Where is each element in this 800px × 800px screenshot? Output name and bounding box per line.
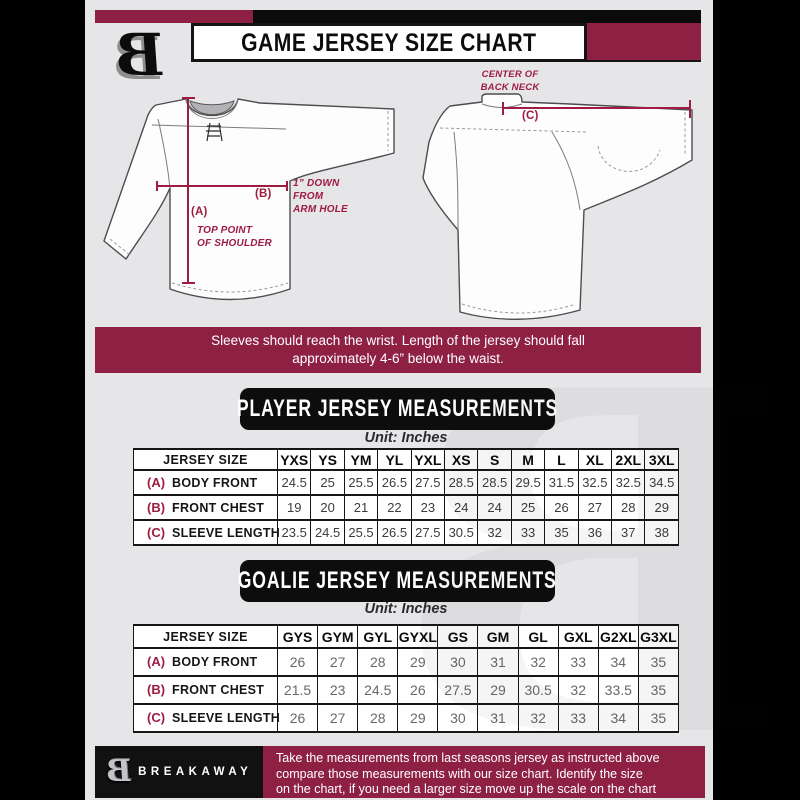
measurement-key: (C) — [147, 524, 166, 540]
label-key-C: (C) — [522, 110, 539, 122]
measurement-name: SLEEVE LENGTH — [172, 711, 281, 725]
measurement-name: FRONT CHEST — [172, 683, 265, 697]
size-column-header: GYM — [318, 625, 358, 648]
footer-instructions — [263, 746, 705, 798]
measurement-value: 32 — [518, 704, 558, 732]
measurement-value: 29 — [645, 495, 679, 520]
size-column-header: 3XL — [645, 449, 679, 470]
size-column-header: M — [511, 449, 544, 470]
measurement-value: 35 — [638, 648, 678, 676]
footer-logo-icon: B — [104, 754, 133, 789]
measurement-value: 32.5 — [578, 470, 611, 495]
label-key-A: (A) — [191, 206, 208, 218]
measurement-value: 34 — [598, 648, 638, 676]
measurement-value: 29 — [398, 648, 438, 676]
measurement-value: 24.5 — [278, 470, 311, 495]
size-column-header: L — [545, 449, 578, 470]
footer-brand-name: BREAKAWAY — [138, 766, 253, 778]
measurement-row — [134, 648, 679, 676]
measurement-value: 29.5 — [511, 470, 544, 495]
footer-brand-box — [95, 746, 263, 798]
measurement-name: SLEEVE LENGTH — [172, 525, 281, 540]
measurement-value: 36 — [578, 520, 611, 545]
size-column-header: G3XL — [638, 625, 678, 648]
measurement-name: BODY FRONT — [172, 475, 258, 490]
label-caption-A — [197, 224, 272, 250]
measurement-value: 32.5 — [612, 470, 645, 495]
measurement-value: 31.5 — [545, 470, 578, 495]
size-column-header: YXL — [411, 449, 444, 470]
measurement-label — [134, 520, 281, 545]
size-column-header: GXL — [558, 625, 598, 648]
goalie-measurements-table — [133, 624, 679, 733]
size-column-header: GS — [438, 625, 478, 648]
measurement-value: 27.5 — [438, 676, 478, 704]
brand-logo-letter: B — [113, 21, 167, 89]
size-chart-document — [85, 0, 713, 800]
size-column-header: XS — [445, 449, 478, 470]
measurement-value: 26.5 — [378, 470, 411, 495]
title-banner — [191, 23, 587, 62]
player-measurements-table — [133, 448, 679, 546]
footer-line: on the chart, if you need a larger size move up the scale on the chart — [276, 782, 657, 796]
label-caption-back-neck — [470, 68, 550, 94]
jersey-front-diagram — [98, 93, 418, 321]
measurement-key: (C) — [147, 710, 166, 725]
measurement-label — [134, 704, 281, 732]
measurement-value: 25 — [311, 470, 344, 495]
measurement-row — [134, 704, 679, 732]
jersey-size-header: JERSEY SIZE — [134, 625, 278, 648]
measurement-value: 24.5 — [358, 676, 398, 704]
jersey-back-diagram — [420, 88, 710, 320]
measurement-value: 25 — [511, 495, 544, 520]
measurement-label — [134, 495, 278, 520]
measurement-value: 38 — [645, 520, 679, 545]
measurement-value: 35 — [545, 520, 578, 545]
jersey-back-outline — [423, 94, 692, 319]
measurement-value: 21.5 — [278, 676, 318, 704]
instruction-banner — [95, 327, 701, 373]
measurement-value: 27.5 — [411, 520, 444, 545]
size-column-header: S — [478, 449, 511, 470]
measurement-value: 24 — [478, 495, 511, 520]
size-column-header: 2XL — [612, 449, 645, 470]
brand-logo-icon — [101, 22, 179, 88]
measurement-key: (A) — [147, 474, 166, 490]
measurement-value: 37 — [612, 520, 645, 545]
banner-line: approximately 4-6” below the waist. — [292, 351, 504, 366]
measurement-value: 25.5 — [344, 520, 377, 545]
measurement-value: 33.5 — [598, 676, 638, 704]
measurement-row — [134, 520, 679, 545]
title-maroon-block — [587, 23, 701, 62]
measurement-label — [134, 676, 278, 704]
measurement-value: 32 — [478, 520, 511, 545]
footer-line: Take the measurements from last seasons jersey as instructed above — [276, 751, 660, 765]
measurement-value: 26 — [398, 676, 438, 704]
banner-line: Sleeves should reach the wrist. Length of the jersey should fall — [211, 333, 585, 348]
measurement-value: 27 — [318, 648, 358, 676]
measurement-value: 23.5 — [278, 520, 311, 545]
jersey-front-outline — [104, 99, 394, 300]
label-key-B: (B) — [255, 188, 272, 200]
caption-line: ARM HOLE — [293, 204, 348, 215]
measurement-name: FRONT CHEST — [172, 500, 265, 515]
measurement-value: 34 — [598, 704, 638, 732]
measurement-value: 33 — [511, 520, 544, 545]
footer-line: compare those measurements with our size chart. Identify the size — [276, 766, 643, 781]
measurement-value: 28 — [612, 495, 645, 520]
measurement-value: 30.5 — [518, 676, 558, 704]
size-column-header: GYL — [358, 625, 398, 648]
measurement-value: 26 — [278, 648, 318, 676]
measurement-row — [134, 495, 679, 520]
measurement-value: 24.5 — [311, 520, 344, 545]
measurement-row — [134, 676, 679, 704]
measurement-value: 31 — [478, 648, 518, 676]
measurement-value: 30 — [438, 704, 478, 732]
measurement-value: 23 — [318, 676, 358, 704]
goalie-section-header — [240, 560, 555, 602]
caption-line: TOP POINT — [197, 225, 253, 236]
size-column-header: GYXL — [398, 625, 438, 648]
measurement-value: 27 — [318, 704, 358, 732]
caption-line: CENTER OF — [481, 69, 539, 80]
measurement-value: 29 — [398, 704, 438, 732]
measurement-value: 28 — [358, 704, 398, 732]
measurement-value: 22 — [378, 495, 411, 520]
measurement-value: 32 — [558, 676, 598, 704]
measurement-value: 35 — [638, 704, 678, 732]
goalie-unit-label: Unit: Inches — [364, 601, 448, 617]
measurement-value: 26 — [545, 495, 578, 520]
measurement-value: 24 — [445, 495, 478, 520]
measurement-name: BODY FRONT — [172, 655, 258, 669]
goalie-section-title: GOALIE JERSEY MEASUREMENTS — [238, 566, 557, 594]
measurement-value: 35 — [638, 676, 678, 704]
top-bar-black — [253, 10, 701, 23]
measurement-value: 27.5 — [411, 470, 444, 495]
measurement-value: 20 — [311, 495, 344, 520]
measurement-value: 27 — [578, 495, 611, 520]
measurement-label — [134, 648, 278, 676]
measurement-value: 28 — [358, 648, 398, 676]
measurement-row — [134, 470, 679, 495]
size-column-header: YS — [311, 449, 344, 470]
jersey-size-header: JERSEY SIZE — [134, 449, 278, 470]
caption-line: BACK NECK — [480, 82, 540, 93]
size-column-header: GL — [518, 625, 558, 648]
size-column-header: YM — [344, 449, 377, 470]
size-column-header: GYS — [278, 625, 318, 648]
measurement-value: 26.5 — [378, 520, 411, 545]
measurement-value: 33 — [558, 648, 598, 676]
measurement-value: 26 — [278, 704, 318, 732]
measurement-key: (A) — [147, 654, 166, 669]
measurement-value: 33 — [558, 704, 598, 732]
measurement-value: 23 — [411, 495, 444, 520]
player-unit-label: Unit: Inches — [364, 430, 448, 446]
measurement-value: 21 — [344, 495, 377, 520]
size-column-header: YL — [378, 449, 411, 470]
measurement-value: 19 — [278, 495, 311, 520]
size-column-header: XL — [578, 449, 611, 470]
measurement-value: 31 — [478, 704, 518, 732]
player-section-header — [236, 388, 559, 430]
measurement-value: 30.5 — [445, 520, 478, 545]
measurement-key: (B) — [147, 682, 166, 697]
size-header-row — [134, 625, 679, 648]
measurement-value: 34.5 — [645, 470, 679, 495]
player-section-title: PLAYER JERSEY MEASUREMENTS — [236, 394, 559, 422]
measurement-value: 25.5 — [344, 470, 377, 495]
size-column-header: GM — [478, 625, 518, 648]
measurement-value: 32 — [518, 648, 558, 676]
caption-line: 1” DOWN — [293, 178, 340, 189]
measurement-value: 29 — [478, 676, 518, 704]
measurement-value: 28.5 — [478, 470, 511, 495]
label-caption-B — [293, 177, 348, 216]
page-title: GAME JERSEY SIZE CHART — [241, 27, 537, 56]
size-column-header: YXS — [278, 449, 311, 470]
measurement-label — [134, 470, 278, 495]
measurement-key: (B) — [147, 499, 166, 515]
size-header-row — [134, 449, 679, 470]
measurement-value: 28.5 — [445, 470, 478, 495]
measurement-value: 30 — [438, 648, 478, 676]
caption-line: OF SHOULDER — [197, 238, 272, 249]
caption-line: FROM — [293, 191, 324, 202]
size-column-header: G2XL — [598, 625, 638, 648]
